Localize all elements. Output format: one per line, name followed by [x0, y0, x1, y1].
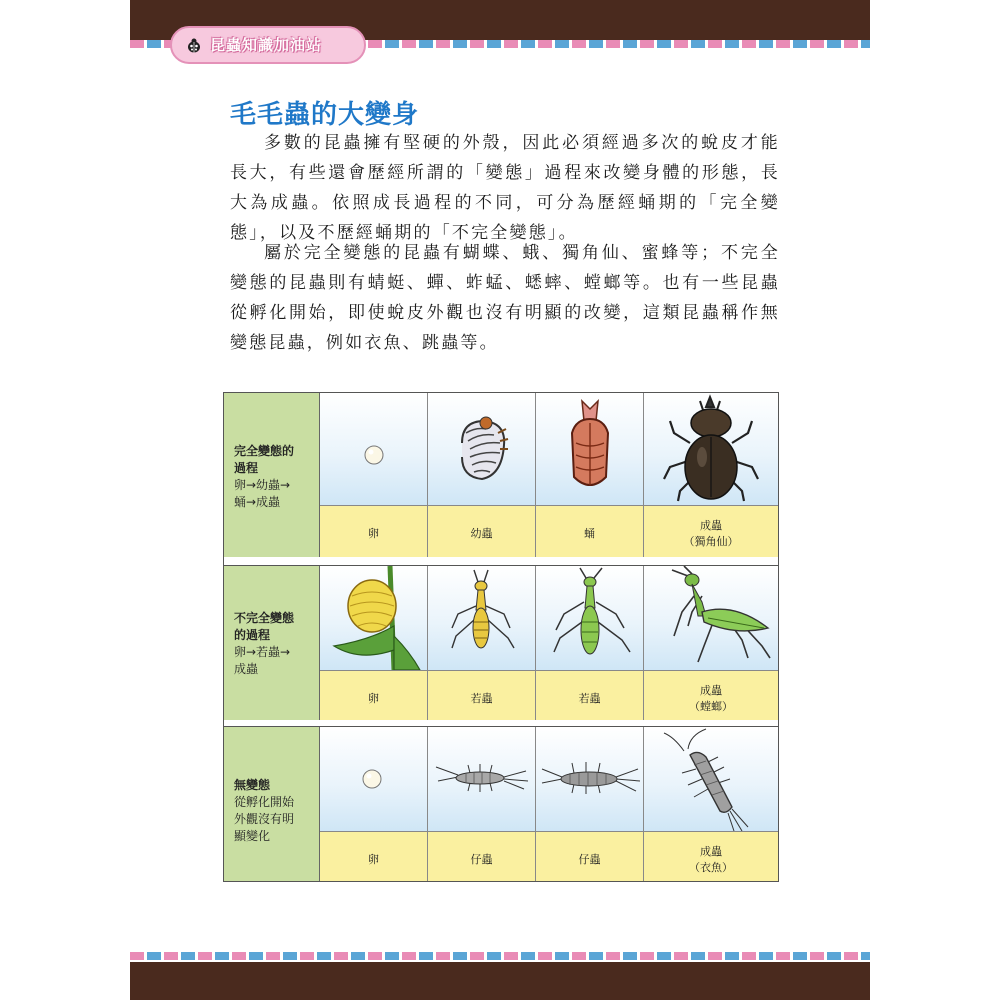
grub-icon: [428, 393, 536, 505]
stage-image-cell: [536, 727, 644, 831]
stage-name: 成蟲: [700, 519, 722, 532]
row-label-desc-2: 成蟲: [234, 662, 259, 676]
stage-name: 仔蟲: [578, 853, 601, 866]
stage-name: 卵: [368, 692, 379, 705]
stage-sub-name: （衣魚）: [689, 861, 733, 874]
egg-icon: [320, 393, 428, 505]
stage-name: 成蟲: [700, 845, 722, 858]
paragraph-2: 屬於完全變態的昆蟲有蝴蝶、蛾、獨角仙、蜜蜂等；不完全變態的昆蟲則有蜻蜓、蟬、蚱蜢、蟋蟀、螳螂等。也有一些昆蟲從孵化開始，即使蛻皮外觀也沒有明顯的改變，這類昆蟲稱作無變態昆蟲，例如衣魚、跳蟲等。: [230, 243, 780, 353]
stage-name-cell: [644, 670, 778, 720]
stage-name-cell: [644, 831, 778, 881]
row-label-cell: [224, 393, 320, 557]
stage-image-cell: [644, 566, 778, 670]
stage-name: 若蟲: [470, 692, 493, 705]
stage-sub-name: （螳螂）: [689, 700, 733, 713]
pupa-icon: [536, 393, 644, 505]
page: [130, 0, 870, 1000]
ladybug-icon: [186, 37, 202, 53]
row-label-cell: [224, 566, 320, 720]
table-row-ametabolous: [224, 727, 778, 881]
stage-name: 仔蟲: [470, 853, 493, 866]
stage-image-cell: [320, 393, 428, 505]
mantis-ootheca-icon: [320, 566, 428, 670]
stage-name-cell: [320, 505, 428, 557]
row-label-title-2: 的過程: [234, 628, 271, 642]
stage-sub-name: （獨角仙）: [683, 535, 739, 548]
stage-name: 若蟲: [578, 692, 601, 705]
stage-image-cell: [644, 393, 778, 505]
stage-image-cell: [536, 393, 644, 505]
stage-name-cell: [320, 831, 428, 881]
row-label-desc-1: 卵→幼蟲→: [234, 478, 291, 492]
stage-name: 卵: [368, 527, 379, 540]
stage-name: 蛹: [584, 527, 595, 540]
stage-image-cell: [428, 393, 536, 505]
table-row-complete: [224, 393, 778, 557]
stage-image-cell: [428, 566, 536, 670]
stage-image-cell: [536, 566, 644, 670]
stage-name-cell: [536, 670, 644, 720]
paragraph-1: 多數的昆蟲擁有堅硬的外殼，因此必須經過多次的蛻皮才能長大，有些還會歷經所謂的「變態」過程來改變身體的形態，長大為成蟲。依照成長過程的不同，可分為歷經蛹期的「完全變態」，以及不歷經蛹期的「不完全變態」。: [230, 133, 780, 243]
stage-image-cell: [644, 727, 778, 831]
row-label: [234, 443, 314, 511]
row-label-title-1: 完全變態的: [234, 444, 295, 458]
egg-icon: [320, 727, 428, 831]
metamorphosis-table: [223, 392, 779, 882]
silverfish-small-icon: [428, 727, 536, 831]
stage-image-cell: [320, 727, 428, 831]
stage-name: 幼蟲: [470, 527, 493, 540]
row-label-title-1: 無變態: [234, 778, 271, 792]
stage-image-cell: [428, 727, 536, 831]
rhinoceros-beetle-icon: [644, 393, 778, 505]
section-tag-label: 昆蟲知識加油站: [210, 36, 323, 54]
stage-name-cell: [536, 505, 644, 557]
stage-name-cell: [428, 505, 536, 557]
bottom-band: [130, 962, 870, 1000]
silverfish-icon: [644, 727, 778, 831]
row-label: [234, 610, 314, 678]
row-label-title-2: 過程: [234, 461, 259, 475]
row-label-cell: [224, 727, 320, 881]
row-label-desc-2: 蛹→成蟲: [234, 495, 281, 509]
row-label-desc-1: 卵→若蟲→: [234, 645, 291, 659]
section-tag: [170, 26, 366, 64]
row-label-desc-1: 從孵化開始: [234, 795, 295, 809]
page-title: 毛毛蟲的大變身: [230, 100, 420, 130]
stage-name-cell: [536, 831, 644, 881]
row-label-title-1: 不完全變態: [234, 611, 295, 625]
stage-name-cell: [644, 505, 778, 557]
stage-name-cell: [428, 831, 536, 881]
silverfish-medium-icon: [536, 727, 644, 831]
stage-name-cell: [428, 670, 536, 720]
bottom-dash-stripe: [130, 952, 870, 960]
mantis-icon: [644, 566, 778, 670]
stage-image-cell: [320, 566, 428, 670]
stage-name: 卵: [368, 853, 379, 866]
mantis-nymph-icon: [428, 566, 536, 670]
mantis-nymph-large-icon: [536, 566, 644, 670]
row-label-desc-2: 外觀沒有明: [234, 812, 295, 826]
row-label: [234, 777, 314, 845]
stage-name-cell: [320, 670, 428, 720]
stage-name: 成蟲: [700, 684, 722, 697]
table-row-incomplete: [224, 566, 778, 720]
row-label-desc-3: 顯變化: [234, 829, 271, 843]
